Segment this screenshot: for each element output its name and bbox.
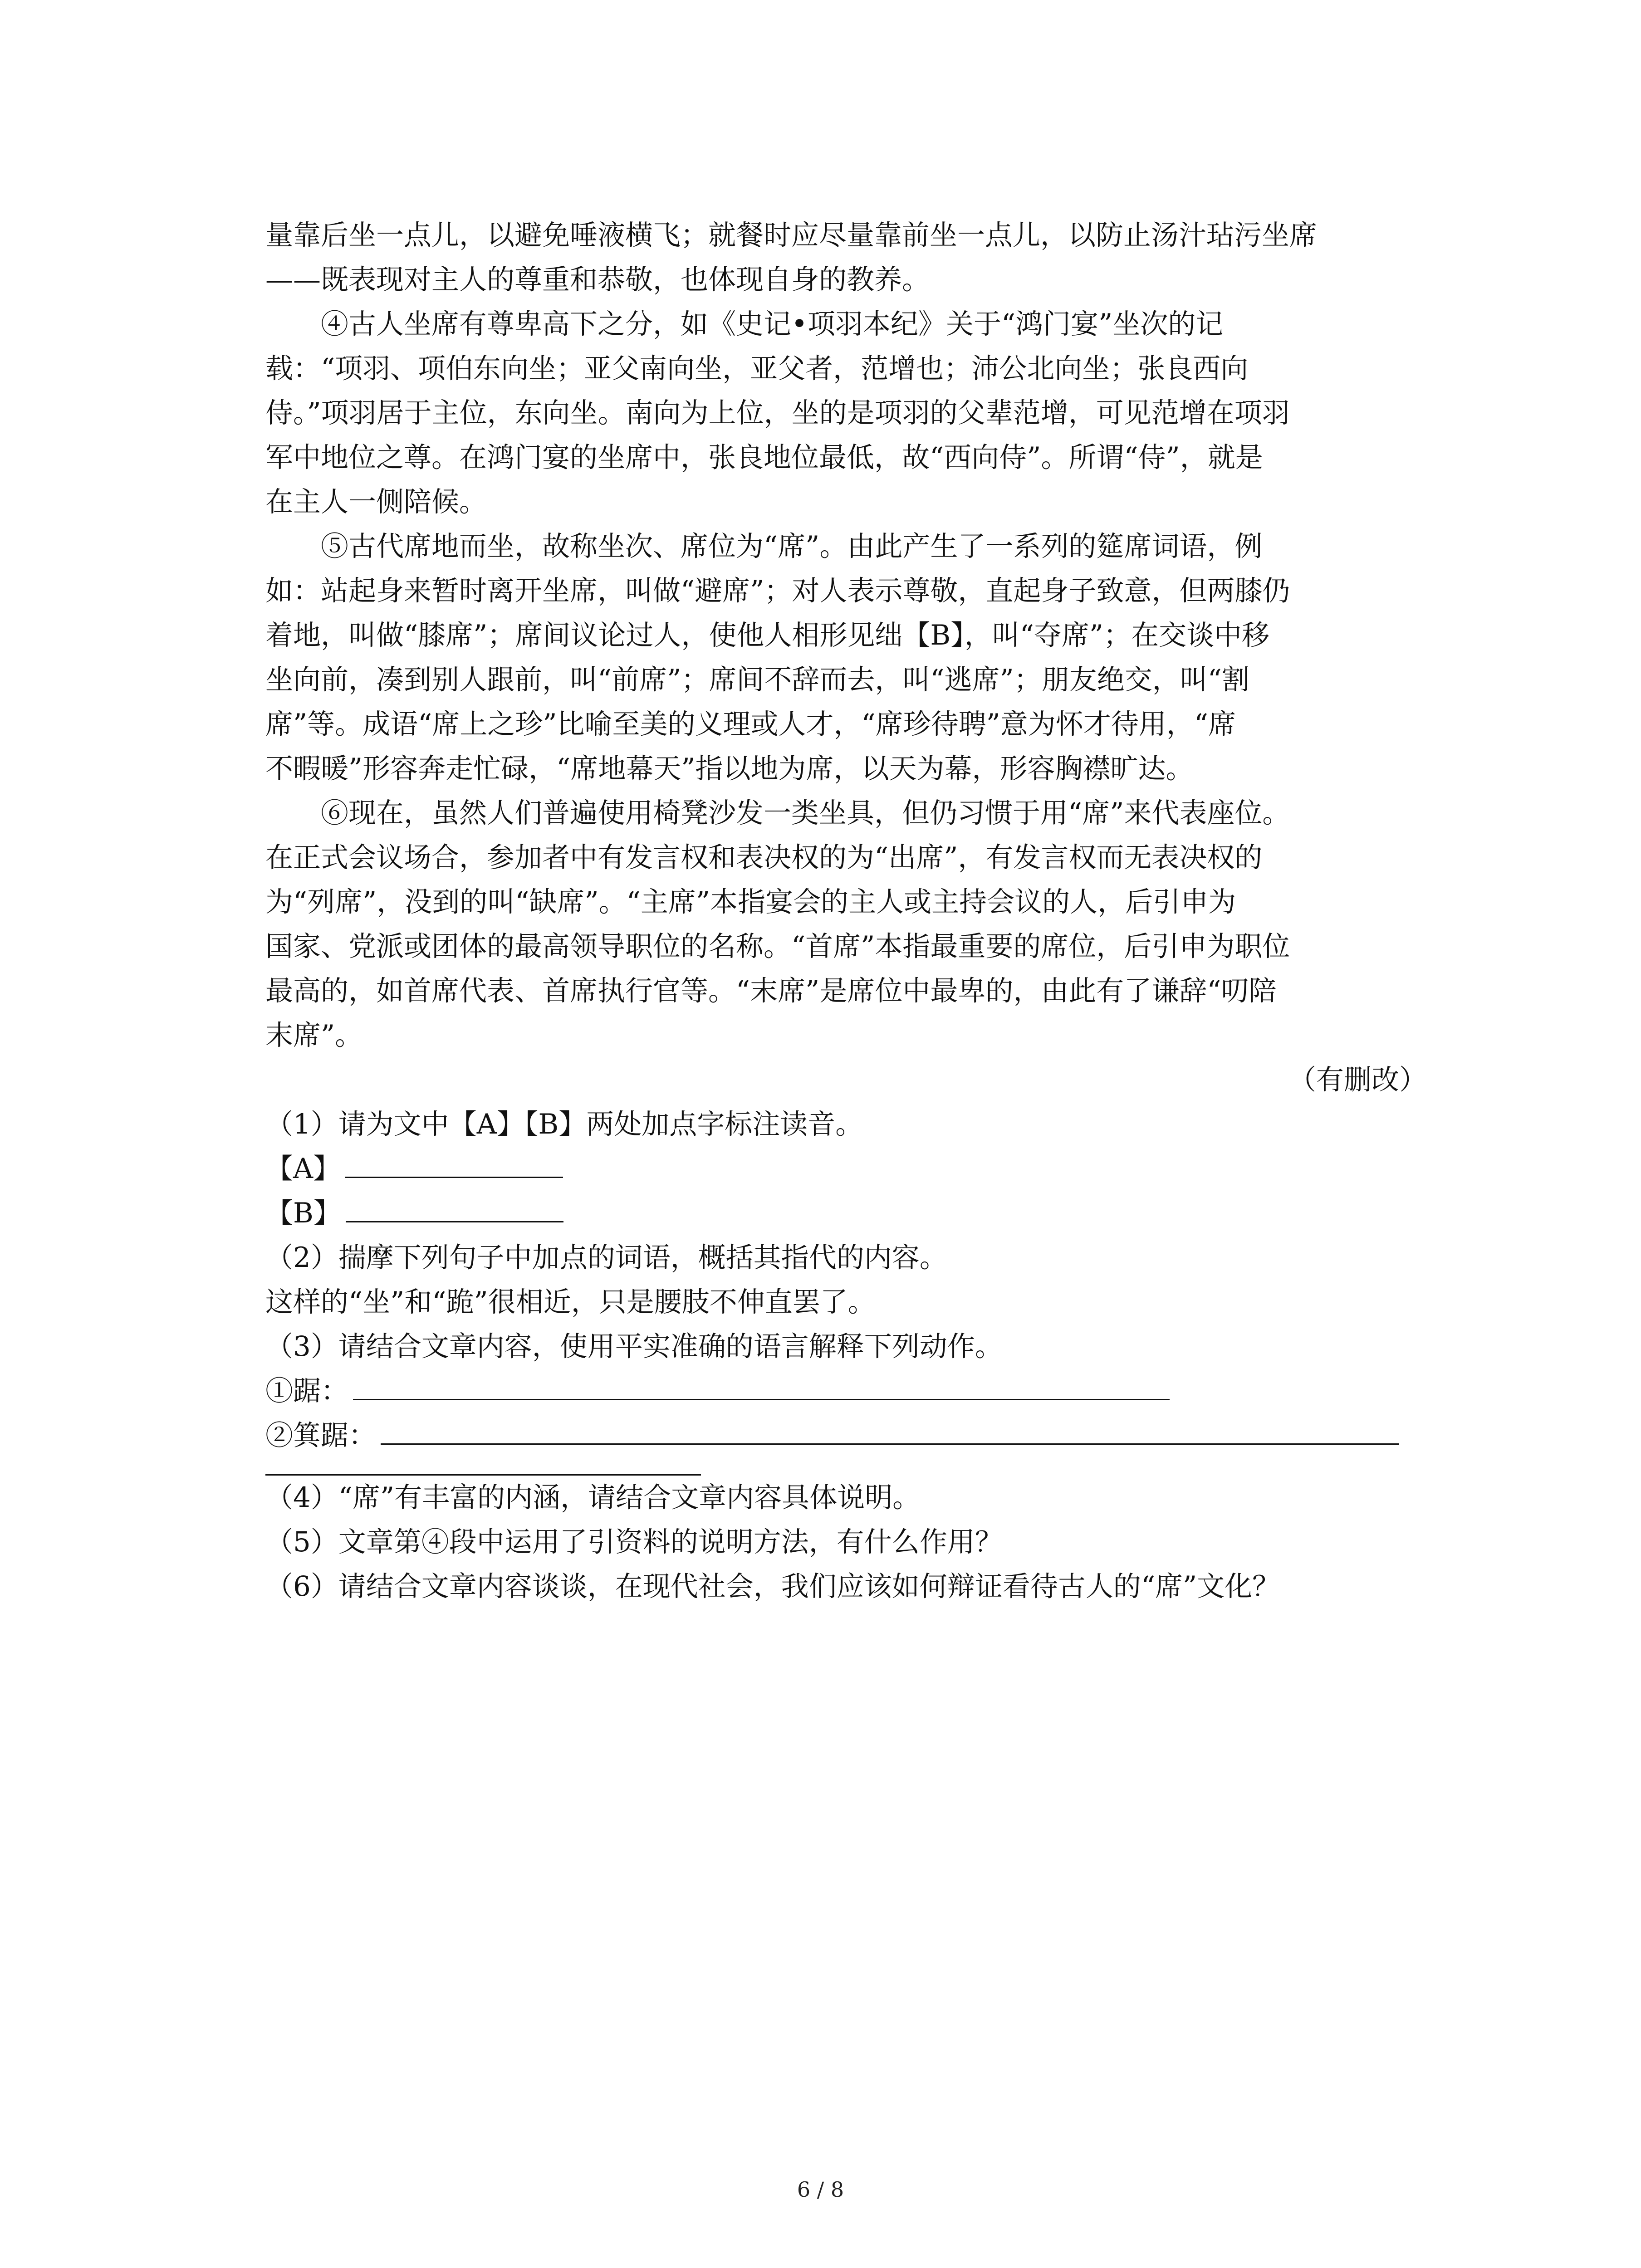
paragraph-line: 席”等。成语“席上之珍”比喻至美的义理或人才，“席珍待聘”意为怀才待用，“席 (265, 708, 1236, 740)
document-page (265, 213, 1427, 1609)
paragraph-line: 末席”。 (265, 1019, 363, 1051)
questions (265, 1102, 1427, 1609)
passage-line: ——既表现对主人的尊重和恭敬，也体现自身的教养。 (265, 264, 930, 296)
paragraph-line: 坐向前，凑到别人跟前，叫“前席”；席间不辞而去，叫“逃席”；朋友绝交，叫“割 (265, 664, 1249, 696)
question-3-2-blank[interactable] (381, 1418, 1399, 1445)
answer-a-label: 【A】 (265, 1153, 341, 1185)
paragraph-line: 最高的，如首席代表、首席执行官等。“末席”是席位中最卑的，由此有了谦辞“叨陪 (265, 975, 1277, 1007)
question-5: （5）文章第④段中运用了引资料的说明方法，有什么作用？ (265, 1526, 1003, 1558)
question-3-1-row (265, 1369, 1427, 1413)
answer-a-blank[interactable] (345, 1151, 563, 1178)
paragraph-6 (265, 791, 1427, 1058)
paragraph-line: 侍。”项羽居于主位，东向坐。南向为上位，坐的是项羽的父辈范增，可见范增在项羽 (265, 397, 1290, 429)
question-3: （3）请结合文章内容，使用平实准确的语言解释下列动作。 (265, 1330, 1003, 1363)
paragraph-line: 在主人一侧陪候。 (265, 486, 487, 518)
answer-continuation-line[interactable] (265, 1471, 701, 1476)
paragraph-line: 如：站起身来暂时离开坐席，叫做“避席”；对人表示尊敬，直起身子致意，但两膝仍 (265, 575, 1290, 607)
paragraph-line: ⑤古代席地而坐，故称坐次、席位为“席”。由此产生了一系列的筵席词语，例 (321, 530, 1263, 562)
question-3-2-label: ②箕踞： (265, 1419, 377, 1452)
answer-b-label: 【B】 (265, 1197, 341, 1229)
page-number: 6 / 8 (797, 2177, 844, 2202)
answer-b-blank[interactable] (346, 1196, 563, 1222)
source-note: （有删改） (1288, 1064, 1427, 1096)
question-2-sentence: 这样的“坐”和“跪”很相近，只是腰肢不伸直罢了。 (265, 1286, 876, 1318)
paragraph-line: 载：“项羽、项伯东向坐；亚父南向坐，亚父者，范增也；沛公北向坐；张良西向 (265, 352, 1249, 385)
question-3-1-label: ①踞： (265, 1375, 349, 1407)
paragraph-line: 军中地位之尊。在鸿门宴的坐席中，张良地位最低，故“西向侍”。所谓“侍”，就是 (265, 441, 1263, 474)
paragraph-line: 在正式会议场合，参加者中有发言权和表决权的为“出席”，有发言权而无表决权的 (265, 841, 1263, 874)
question-3-1-blank[interactable] (353, 1374, 1170, 1400)
paragraph-line: 着地，叫做“膝席”；席间议论过人，使他人相形见绌【B】，叫“夺席”；在交谈中移 (265, 619, 1270, 651)
paragraph-line: 为“列席”，没到的叫“缺席”。“主席”本指宴会的主人或主持会议的人，后引申为 (265, 886, 1236, 918)
paragraph-line: ④古人坐席有尊卑高下之分，如《史记•项羽本纪》关于“鸿门宴”坐次的记 (321, 308, 1224, 340)
answer-a-row (265, 1147, 1427, 1191)
paragraph-5 (265, 524, 1427, 791)
paragraph-line: 不暇暖”形容奔走忙碌，“席地幕天”指以地为席，以天为幕，形容胸襟旷达。 (265, 753, 1194, 785)
question-4: （4）“席”有丰富的内涵，请结合文章内容具体说明。 (265, 1481, 921, 1514)
passage (265, 213, 1427, 1102)
paragraph-4 (265, 302, 1427, 524)
paragraph-line: ⑥现在，虽然人们普遍使用椅凳沙发一类坐具，但仍习惯于用“席”来代表座位。 (321, 797, 1290, 829)
question-6: （6）请结合文章内容谈谈，在现代社会，我们应该如何辩证看待古人的“席”文化？ (265, 1570, 1280, 1603)
question-3-2-row (265, 1413, 1427, 1458)
question-2: （2）揣摩下列句子中加点的词语，概括其指代的内容。 (265, 1242, 947, 1274)
paragraph-line: 国家、党派或团体的最高领导职位的名称。“首席”本指最重要的席位，后引申为职位 (265, 930, 1290, 963)
answer-b-row (265, 1191, 1427, 1236)
passage-line: 量靠后坐一点儿，以避免唾液横飞；就餐时应尽量靠前坐一点儿，以防止汤汁玷污坐席 (265, 219, 1318, 251)
question-1: （1）请为文中【A】【B】两处加点字标注读音。 (265, 1108, 863, 1140)
